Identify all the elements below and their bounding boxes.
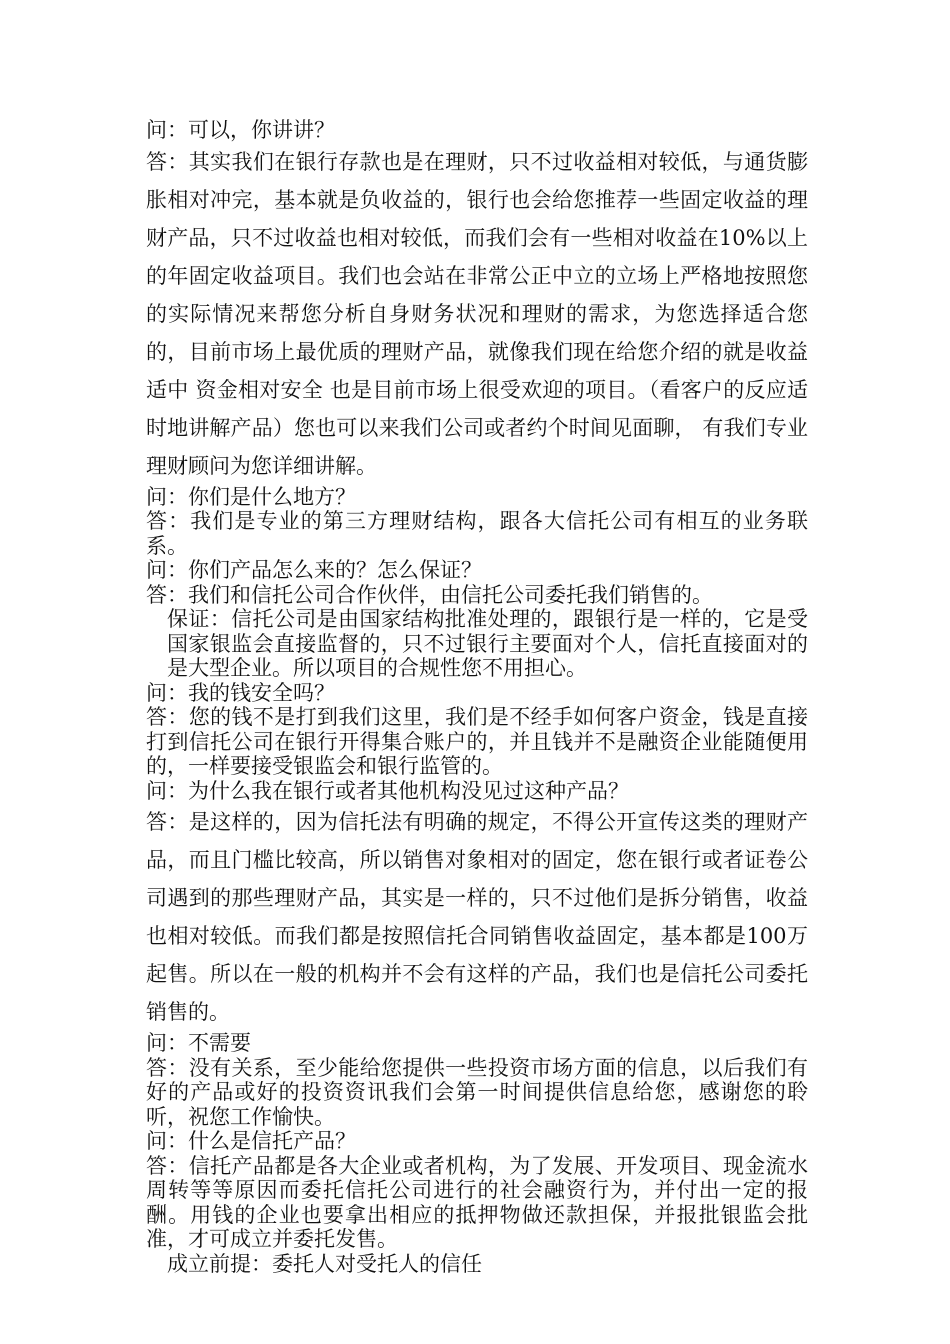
paragraph-question-2: 问：你们是什么地方？: [146, 484, 356, 509]
paragraph-answer-5: 答：是这样的，因为信托法有明确的规定，不得公开宣传这类的理财产品，而且门槛比较高，所以销售对象相对的固定，您在银行或者证卷公司遇到的那些理财产品，其实是一样的，只不过他们是拆分销售，收益也相对较低。而我们都是按照信托合同销售收益固定，基本都是100万起售。所以在一般的机构并不会有这样的产品，我们也是信托公司委托销售的。: [146, 810, 808, 1024]
paragraph-answer-7: 答：信托产品都是各大企业或者机构，为了发展、开发项目、现金流水周转等等原因而委托信托公司进行的社会融资行为，并付出一定的报酬。用钱的企业也要拿出相应的抵押物做还款担保，并报批银监会批准，才可成立并委托发售。: [146, 1153, 808, 1251]
paragraph-question-1: 问：可以，你讲讲？: [146, 118, 335, 142]
paragraph-guarantee: 保证：信托公司是由国家结构批准处理的，跟银行是一样的，它是受国家银监会直接监督的，只不过银行主要面对个人，信托直接面对的是大型企业。所以项目的合规性您不用担心。: [167, 607, 808, 680]
paragraph-answer-3: 答：我们和信托公司合作伙伴，由信托公司委托我们销售的。: [146, 582, 713, 607]
paragraph-question-3: 问：你们产品怎么来的？怎么保证？: [146, 558, 482, 582]
paragraph-answer-2: 答：我们是专业的第三方理财结构，跟各大信托公司有相互的业务联系。: [146, 509, 808, 558]
paragraph-answer-6: 答：没有关系，至少能给您提供一些投资市场方面的信息，以后我们有好的产品或好的投资资讯我们会第一时间提供信息给您，感谢您的聆听，祝您工作愉快。: [146, 1055, 808, 1129]
document-page: [146, 118, 808, 1276]
paragraph-premise: 成立前提：委托人对受托人的信任: [167, 1251, 482, 1276]
paragraph-question-6: 问：不需要: [146, 1031, 251, 1055]
paragraph-answer-1: 答：其实我们在银行存款也是在理财，只不过收益相对较低，与通货膨胀相对冲完，基本就是负收益的，银行也会给您推荐一些固定收益的理财产品，只不过收益也相对较低，而我们会有一些相对收益在10%以上的年固定收益项目。我们也会站在非常公正中立的立场上严格地按照您的实际情况来帮您分析自身财务状况和理财的需求，为您选择适合您的，目前市场上最优质的理财产品，就像我们现在给您介绍的就是收益适中 资金相对安全 也是目前市场上很受欢迎的项目。（看客户的反应适时地讲解产品）您也可以来我们公司或者约个时间见面聊， 有我们专业理财顾问为您详细讲解。: [146, 149, 808, 478]
paragraph-question-5: 问：为什么我在银行或者其他机构没见过这种产品？: [146, 778, 629, 803]
paragraph-answer-4: 答：您的钱不是打到我们这里，我们是不经手如何客户资金，钱是直接打到信托公司在银行开得集合账户的，并且钱并不是融资企业能随便用的，一样要接受银监会和银行监管的。: [146, 705, 808, 778]
paragraph-question-7: 问：什么是信托产品？: [146, 1129, 356, 1153]
paragraph-question-4: 问：我的钱安全吗？: [146, 680, 335, 705]
